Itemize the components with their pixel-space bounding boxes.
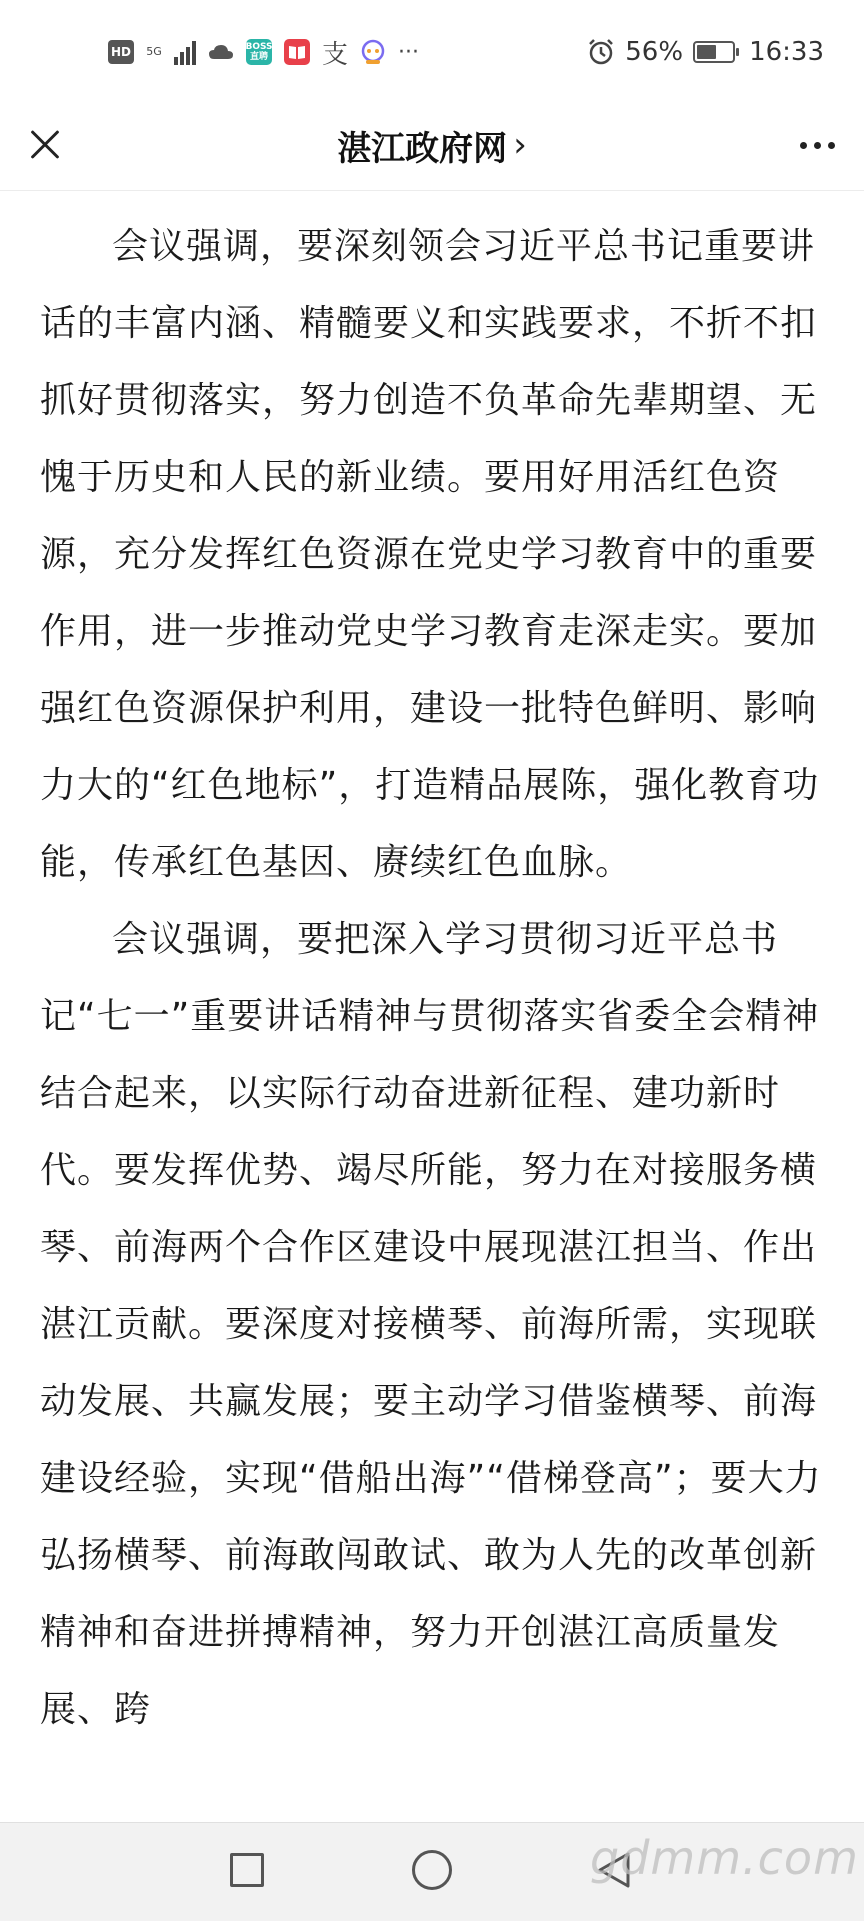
navigation-bar — [0, 1822, 864, 1921]
page-title: 湛江政府网 — [337, 128, 508, 169]
title-bar — [0, 100, 864, 191]
signal-icon — [174, 39, 196, 65]
cloud-icon — [208, 42, 234, 62]
status-bar — [0, 0, 864, 100]
battery-icon — [693, 41, 735, 63]
battery-percent: 56% — [625, 37, 684, 67]
article-paragraph: 会议强调，要深刻领会习近平总书记重要讲话的丰富内涵、精髓要义和实践要求，不折不扣抓好贯彻落实，努力创造不负革命先辈期望、无愧于历史和人民的新业绩。要用好用活红色资源，充分发挥红色资源在党史学习教育中的重要作用，进一步推动党史学习教育走深走实。要加强红色资源保护利用，建设一批特色鲜明、影响力大的“红色地标”，打造精品展陈，强化教育功能，传承红色基因、赓续红色血脉。 — [40, 226, 820, 883]
clock: 16:33 — [749, 37, 824, 67]
system-status — [587, 34, 824, 70]
chat-app-icon — [360, 39, 386, 65]
title-link[interactable] — [0, 100, 864, 190]
chevron-right-icon: › — [513, 125, 527, 165]
battery-fill — [697, 45, 716, 59]
watermark: gdmm.com — [590, 1831, 859, 1885]
alarm-icon — [587, 38, 615, 66]
recent-apps-button[interactable] — [230, 1853, 264, 1887]
more-notifications-icon: ··· — [398, 39, 419, 65]
article-paragraph: 会议强调，要把深入学习贯彻习近平总书记“七一”重要讲话精神与贯彻落实省委全会精神结合起来，以实际行动奋进新征程、建功新时代。要发挥优势、竭尽所能，努力在对接服务横琴、前海两个合作区建设中展现湛江担当、作出湛江贡献。要深度对接横琴、前海所需，实现联动发展、共赢发展；要主动学习借鉴横琴、前海建设经验，实现“借船出海”“借梯登高”；要大力弘扬横琴、前海敢闯敢试、敢为人先的改革创新精神和奋进拼搏精神，努力开创湛江高质量发展、跨 — [40, 919, 822, 1730]
book-app-icon — [284, 39, 310, 65]
alipay-icon: 支 — [322, 39, 349, 70]
home-button[interactable] — [412, 1850, 452, 1890]
more-options-icon[interactable] — [792, 128, 842, 162]
article-body — [40, 208, 830, 1748]
boss-app-icon: BOSS 直聘 — [246, 39, 272, 65]
notification-icons — [108, 34, 419, 70]
hd-icon: HD — [108, 40, 134, 64]
network-type-icon: 5G — [146, 45, 162, 58]
